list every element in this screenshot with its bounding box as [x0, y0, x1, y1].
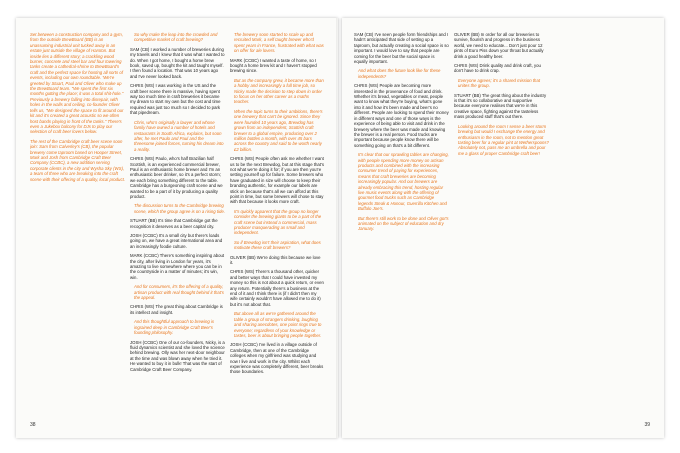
narration-paragraph: When the topic turns to their ambitions, there's one brewery that can't be ignored. Since they were founded 10 years ago, Brewdog has grown from an independent, Scottish craft brewer to a global empire, producing over 2 million bottles a month, with over 45 bars across the country and said to be worth nearly £2 billion.	[234, 108, 323, 152]
left-page-column-2	[130, 32, 225, 404]
interview-paragraph: CHRIS (WS) Paulo, who's half Brazilian half Scottish, is an experienced commercial brewer, Paul is an enthusiastic home brewer and I'm an enthusiastic beer drinker, so it's a perfect storm; we each bring something different to the table. Cambridge has a burgeoning craft scene and we wanted to be a part of it by producing a quality product.	[130, 156, 223, 199]
left-page-column-1	[30, 32, 125, 404]
narration-paragraph: It's clear that our sprawling tables are changing, with people spending more money on artisan products and combined with the increasing consumer trend of paying for experiences, means that craft breweries are becoming increasingly popular. And our brewers are already embracing this trend, hosting regular live music events along with the offering of gourmet food trucks such as Cambridge legends Steak & Honour, Guerrilla Kitchen and Buffalo Joe's.	[358, 152, 449, 212]
right-page-column-2	[454, 32, 549, 404]
page-number-right: 39	[644, 422, 650, 428]
interview-paragraph: JOSH (CCBC) One of our co-founders, Nicky, is a fluid dynamics scientist and she loved the science behind brewing. Olly was her next-door neighbour at the time and was blown away when he tried it. He wanted to buy it in bulk! That was the start of Cambridge Craft Beer Company.	[130, 339, 225, 372]
interview-paragraph: CHRIS (WS) Drink quality and drink craft, you don't have to drink crap.	[454, 63, 541, 74]
interview-paragraph: CHRIS (WS) People often ask me whether I want us to be the next Brewdog, but at this stage that's not what we're doing it for; if you are then you're setting yourself up for failure. Some brewers who have graduated in size will choose to keep their branding authentic, for example our labels are stick on because that's all we can afford at this point in time, but some brewers will chose to stay with that because it looks more craft.	[230, 156, 324, 205]
narration-paragraph: It's quickly apparent that the group no longer consider the brewing giants to be a part of the craft scene but instead a commercial, mass producer masquerading as small and independent.	[234, 208, 322, 236]
right-page	[342, 18, 664, 438]
left-page	[16, 18, 338, 438]
narration-paragraph: But there's still work to be done and Oliver got's animated on the subject of education and dry January.	[358, 215, 449, 232]
interview-paragraph: CHRIS (WS) The great thing about Cambridge is its intellect and insight.	[130, 304, 223, 315]
narration-paragraph: And this thoughtful approach to brewing is ingrained deep in Cambridge Craft Beer's founding philosophy.	[134, 319, 215, 336]
interview-paragraph: JOSH (CCBC) It's a small city but there's loads going on, we have a great international area and an increasingly foodie culture.	[130, 233, 223, 249]
narration-paragraph: But as the company grew, it became more than a hobby and increasingly a full time job, so Nicky made the decision to step down in order to focus on her other career as a maths teacher.	[234, 77, 324, 105]
narration-paragraph: And for consumers, it's the offering of a quality, artisan product with real thought behind it that's the appeal.	[134, 284, 224, 301]
left-page-column-3	[230, 32, 325, 404]
interview-paragraph: OLIVER (BB) In order for all our breweries to survive, flourish and progress in the business world, we need to educate... Don't just pour 12 pints of Euro Piss down your throat but actually drink a good healthy beer.	[454, 32, 544, 59]
intro-paragraph: Set between a construction company and a gym, from the outside BrewBoard (BB) is an unassuming industrial unit tucked away in an estate just outside the village of Harston. But inside lies a different story; a crackling wood burner, concrete and steel bar and four towering tanks create a cathedral-shrine to BrewBoard's craft and the perfect space for hosting all sorts of events, including our own roundtable. 'We're greeted by Stuart, Paul and Oliver who make up the BrewBoard team. "We spent the first six months gutting the place; it was a total shit-hole." Previously a brewery falling into disrepair, with holes in the walls and ceiling, co-founder Oliver tells us, "We designed the space to fit around our kit and it's created a great acoustic so we often host bands playing in front of the tanks." There's even a Jukebox balcony for DJs to play our selection of craft beer lovers below.	[30, 32, 124, 135]
interview-paragraph: MARK (CCBC) There's something inspiring about the city, after living in London for years, it's amazing to live somewhere where you can be in the countryside in a matter of minutes; it's win, win.	[130, 253, 225, 280]
narration-paragraph: But above all as we're gathered around the table a group of strangers drinking, laughing and sharing anecdotes, one point rings true to everyone; regardless of your knowledge or tastes, beer is about bringing people together.	[234, 311, 322, 338]
interview-paragraph: STUART (BB) The great thing about the industry is that it's so collaborative and supportive because everyone realises that we're in this creative space, fighting against the tasteless mass produced stuff that's out there.	[454, 92, 547, 120]
interview-paragraph: OLIVER (BB) We're doing this because we love it.	[230, 254, 321, 266]
page-number-left: 38	[30, 422, 36, 428]
interview-paragraph: CHRIS (WS) There's a thousand other, quicker and better ways that I could have invested my money so this is not about a quick return, or even any return. Potentially there's a business at the end of it and I think there is (if I didn't then my wife certainly wouldn't have allowed me to do it) but it's not about that.	[230, 269, 324, 307]
interview-paragraph: SAM (CB) I've seen people form friendships and I hadn't anticipated that side of setting up a taproom, but actually creating a social space is so important. I would love to say that people are coming for the beer but the social space is equally important.	[354, 32, 449, 65]
right-page-column-1	[354, 32, 449, 404]
interview-paragraph: CHRIS (WS) People are becoming more interested in the provenance of food and drink. Whether it's bread, vegetables or meat, people want to know what they're buying, what's gone into it and how it's been made and beer's no different. People are looking to spend their money in different ways and one of those ways is the experience of being able to visit and drink in the brewery where the beer was made and knowing the brewer is a real person. Food trucks are important because people know there will be something going on that's a bit different.	[354, 83, 449, 148]
interview-paragraph: MARK (CCBC) I wanted a taste of home, so I bought a home brew kit and I haven't stopped brewing since.	[230, 57, 317, 74]
narration-paragraph: Chris, who's originally a lawyer and whose family have owned a number of hotels and restaurants in South Africa, explains, but soon after, he met Paulo and Paul and the threesome joined forces, turning his dream into a reality.	[134, 119, 224, 152]
narration-paragraph: Looking around the room I sense a beer storm brewing but would I exchange the energy and enthusiasm in the room, not to mention great tasting beer for a regular pint at Wetherspoons? Absolutely not, pass me an umbrella and pour me a glass of proper Cambridge craft beer!	[458, 123, 549, 156]
narration-paragraph: So if Brewdog isn't their aspiration, what does motivate these craft brewers?	[234, 239, 321, 251]
narration-paragraph: Everyone agrees; it's a shared mission that unites the group.	[458, 77, 541, 89]
intro-paragraph: The rest of the Cambridge craft beer scene soon join: Sam from Calverley's (CB), the popular brewery come taproom based on Hooper Street, Mark and Josh from Cambridge Craft Beer Company (CCBC), a new addition serving corporate clients in the city and Wysha Sky (WS), a team of three who are breaking into the craft scene with their offering of a quality, local product.	[30, 138, 125, 182]
narration-paragraph: So why make the leap into the crowded and competitive market of craft brewing?	[134, 32, 218, 43]
right-page-column-3	[554, 32, 649, 404]
interview-paragraph: CHRIS (WS) I was working in the US and the craft beer scene there is massive, having spent way too much time in craft breweries it became my dream to start my own but the cost and time required was just too much so I decided to park that pipedream.	[130, 83, 221, 116]
interview-paragraph: JOSH (CCBC) I've lived in a village outside of Cambridge, then at one of the Cambridge colleges when my girlfriend was studying and now I live and work in the city. Whilst each experience was completely different, beer breaks those boundaries.	[230, 342, 324, 375]
interview-paragraph: SAM (CB) I worked a number of breweries during my travels and I knew that it was what I wanted to do. When I got home, I bought a home brew book, saved up, bought the kit and taught myself. I then found a location. That was 10 years ago and I've never looked back.	[130, 46, 225, 79]
narration-paragraph: And what does the future look like for these independents?	[358, 68, 441, 79]
narration-paragraph: The discussion turns to the Cambridge brewing scene, which the group agree is on a rising tide.	[134, 203, 225, 214]
narration-paragraph: The brewery soon started to scale up and recruited Mark, a self taught brewer who'd spent years in France, frustrated with what was on offer for ale lovers.	[234, 32, 324, 54]
interview-paragraph: STUART (BB) It's time that Cambridge got the recognition it deserves as a beer capital city.	[130, 218, 218, 229]
